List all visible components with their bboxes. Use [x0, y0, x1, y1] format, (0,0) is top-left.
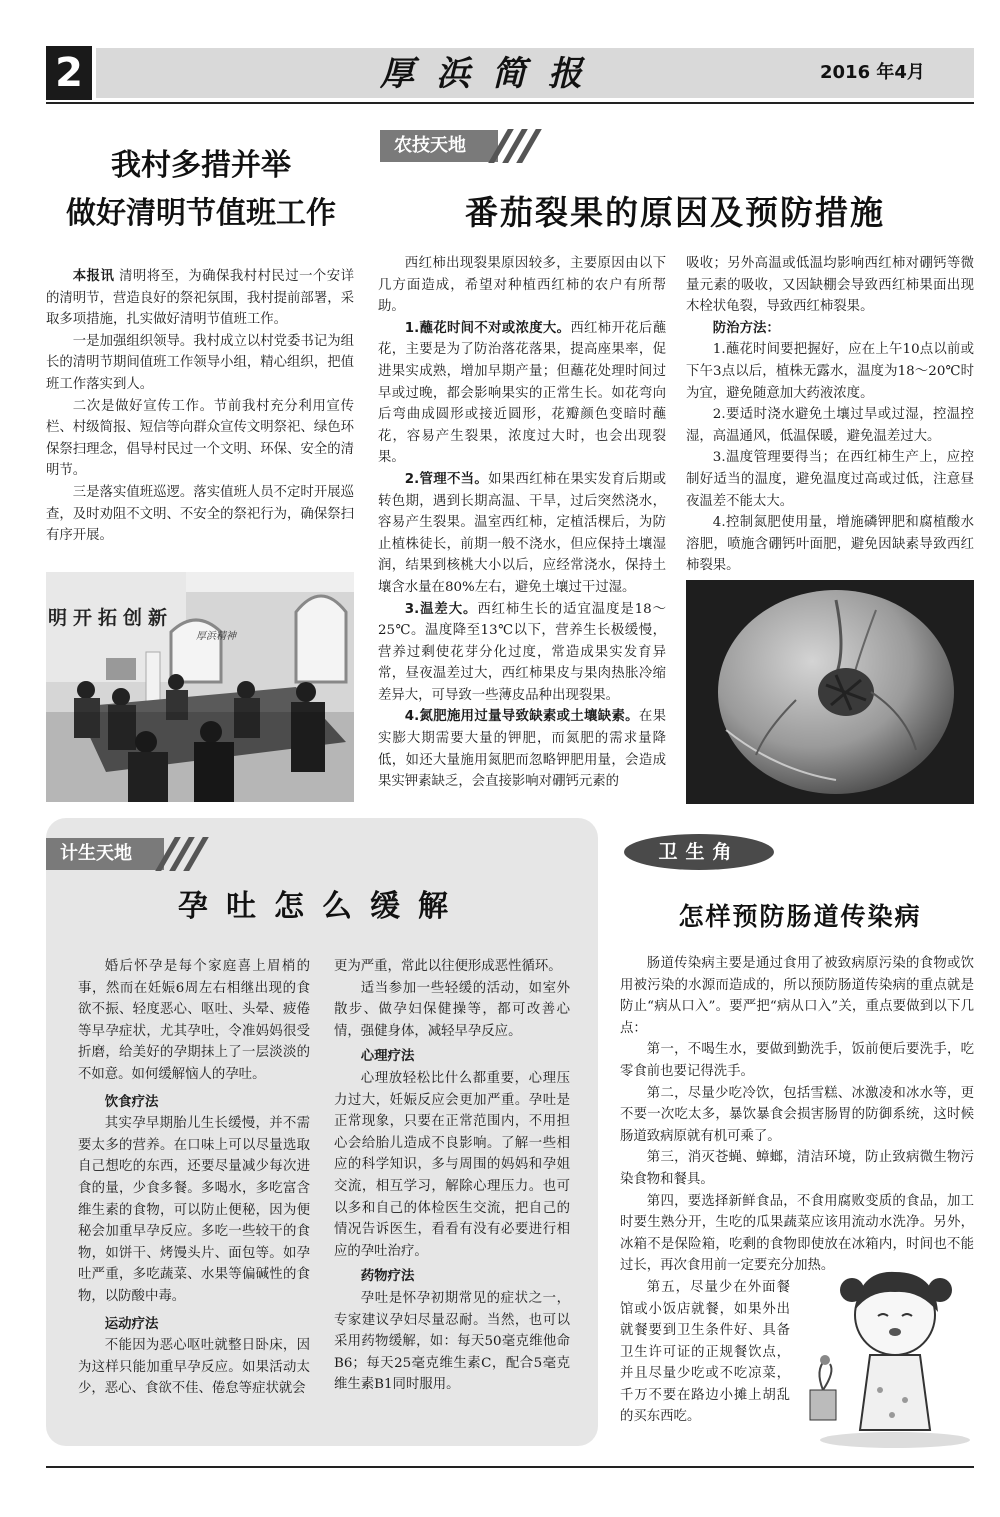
method-item: 3.温度管理要得当；在西红柿生产上，应控制好适当的温度，避免温度过高或过低，注意昼夜温差不能太大。 — [686, 450, 974, 509]
weisheng-title: 怎样预防肠道传染病 — [678, 902, 922, 931]
issue-date: 2016 年4月 — [820, 62, 925, 83]
lead-label: 本报讯 — [72, 269, 115, 284]
girl-image — [800, 1260, 980, 1450]
method-item: 2.要适时浇水避免土壤过旱或过湿，控温控湿，高温通风，低温保暖，避免温差过大。 — [686, 407, 974, 444]
left-paragraph: 一是加强组织领导。我村成立以村党委书记为组长的清明节期间值班工作领导小组，精心组织，把值班工作落实到人。 — [46, 333, 354, 392]
weisheng-paragraph: 第五，尽量少在外面餐馆或小饭店就餐，如果外出就餐要到卫生条件好、具备卫生许可证的正规餐饮点，并且尽量少吃或不吃凉菜，千万不要在路边小摊上胡乱的买东西吃。 — [620, 1279, 790, 1425]
method-heading: 防治方法： — [712, 320, 780, 336]
item-text: 在果实膨大期需要大量的钾肥，而氮肥的需求量降低，如还大量施用氮肥而忽略钾肥用量，会造成果实钾素缺乏，会直接影响对硼钙元素的 — [378, 709, 667, 790]
section-tag-weisheng: 卫生角 — [658, 841, 740, 863]
item-lead: 3.温差大。 — [404, 601, 478, 617]
meeting-photo — [46, 572, 354, 802]
header-rule — [46, 102, 974, 104]
paragraph-text: 清明将至，为确保我村村民过一个安详的清明节，营造良好的祭祀氛围，我村提前部署，采取多项措施，扎实做好清明节值班工作。 — [46, 269, 355, 328]
girl-illustration — [800, 1260, 980, 1450]
masthead: 厚浜简报 — [380, 54, 604, 94]
item-lead: 2.管理不当。 — [404, 471, 489, 487]
item-lead: 1.蘸花时间不对或浓度大。 — [404, 320, 571, 336]
jisheng-subhead: 运动疗法 — [104, 1316, 159, 1332]
item-text: 西红柿生长的适宜温度是18～25℃。温度降至13℃以下，营养生长极缓慢，营养过剩使花芽分化过度，常造成果实发育异常，昼夜温差过大，西红柿果皮与果肉热胀冷缩差异大，可导致一些薄皮品种出现裂果。 — [378, 601, 666, 703]
jisheng-subhead: 心理疗法 — [360, 1049, 415, 1065]
jisheng-subhead: 饮食疗法 — [104, 1094, 159, 1110]
left-paragraph: 二次是做好宣传工作。节前我村充分利用宣传栏、村级简报、短信等向群众宣传文明祭祀、绿色环保祭扫理念，倡导村民过一个文明、环保、安全的清明节。 — [46, 398, 354, 479]
left-article-body — [46, 266, 354, 547]
weisheng-paragraph: 第三，消灭苍蝇、蟑螂，清洁环境，防止致病微生物污染食物和餐具。 — [620, 1150, 974, 1187]
item-text: 如果西红柿在果实发育后期或转色期，遇到长期高温、干旱，过后突然浇水，容易产生裂果。温室西红柿，定植活棵后，为防止植株徒长，前期一般不浇水，但应保持土壤湿润，结果到核桃大小以后，应经常浇水，保持土壤含水量在80%左右，避免土壤过干过湿。 — [378, 471, 666, 595]
weisheng-paragraph: 肠道传染病主要是通过食用了被致病原污染的食物或饮用被污染的水源而造成的，所以预防肠道传染病的重点就是防止“病从口入”。要严把“病从口入”关，重点要做到以下几点： — [620, 956, 974, 1036]
jisheng-paragraph: 适当参加一些轻缓的活动，如室外散步、做孕妇保健操等，都可改善心情，强健身体，减轻早孕反应。 — [334, 980, 570, 1039]
weisheng-paragraph: 第四，要选择新鲜食品，不食用腐败变质的食品，加工时要生熟分开，生吃的瓜果蔬菜应该用流动水洗净。另外，冰箱不是保险箱，吃剩的食物即使放在冰箱内，时间也不能过长，再次食用前一定要充分加热。 — [620, 1193, 974, 1274]
jisheng-paragraph: 更为严重，常此以往便形成恶性循环。 — [334, 959, 562, 974]
nongji-col2 — [686, 253, 974, 577]
jisheng-col2 — [334, 956, 570, 1396]
jisheng-paragraph: 不能因为恶心呕吐就整日卧床，因为这样只能加重早孕反应。如果活动太少，恶心、食欲不佳、倦怠等症状就会 — [78, 1338, 310, 1397]
jisheng-paragraph: 孕吐是怀孕初期常见的症状之一，专家建议孕妇尽量忍耐。当然，也可以采用药物缓解，如：每天50毫克维他命B6；每天25毫克维生素C，配合5毫克维生素B1同时服用。 — [334, 1290, 570, 1393]
nongji-intro: 西红柿出现裂果原因较多，主要原因由以下几方面造成，希望对种植西红柿的农户有所帮助。 — [378, 256, 666, 315]
tomato-image — [686, 580, 974, 804]
photo-banner-small: 厚浜精神 — [196, 631, 236, 642]
nongji-item — [378, 706, 666, 792]
tomato-photo — [686, 580, 974, 804]
jisheng-paragraph: 其实孕早期胎儿生长缓慢，并不需要太多的营养。在口味上可以尽量选取自己想吃的东西，还要尽量减少每次进食的量，少食多餐。多喝水，多吃富含维生素的食物，可以防止便秘，因为便秘会加重早孕反应。多吃一些较干的食物，如饼干、烤馒头片、面包等。如孕吐严重，多吃蔬菜、水果等偏碱性的食物，以防酸中毒。 — [78, 1116, 310, 1304]
weisheng-paragraph: 第二，尽量少吃冷饮，包括雪糕、冰激凌和冰水等，更不要一次吃太多，暴饮暴食会损害肠胃的防御系统，这时候肠道致病原就有机可乘了。 — [620, 1085, 974, 1144]
nongji-item — [378, 469, 666, 599]
left-paragraph — [46, 266, 354, 331]
nongji-col1 — [378, 253, 666, 793]
nongji-title: 番茄裂果的原因及预防措施 — [465, 193, 885, 232]
left-title-line1: 我村多措并举 — [111, 148, 291, 183]
left-title-line2: 做好清明节值班工作 — [66, 196, 336, 231]
footer-rule — [46, 1466, 974, 1468]
nongji-cont: 吸收；另外高温或低温均影响西红柿对硼钙等微量元素的吸收，又因缺棚会导致西红柿果面出现木栓状龟裂，导致西红柿裂果。 — [686, 256, 974, 315]
jisheng-title: 孕吐怎么缓解 — [178, 889, 466, 924]
nongji-item — [378, 599, 666, 707]
page-number: 2 — [55, 50, 83, 96]
method-item: 1.蘸花时间要把握好，应在上午10点以前或下午3点以后，植株无露水，温度为18～20℃时为宜，避免随意加大药液浓度。 — [686, 342, 974, 401]
nongji-item — [378, 318, 666, 469]
weisheng-paragraph: 第一，不喝生水，要做到勤洗手，饭前便后要洗手，吃零食前也要记得洗手。 — [620, 1042, 974, 1079]
section-tag-nongji: 农技天地 — [380, 130, 498, 162]
item-text: 西红柿开花后蘸花，主要是为了防治落花落果，提高座果率，促进果实成熟，增加早期产量；但蘸花处理时间过早或过晚，都会影响果实的正常生长。如花弯向后弯曲成圆形或接近圆形，花瓣颜色变暗时蘸花，容易产生裂果，浓度过大时，也会出现裂果。 — [378, 320, 666, 466]
item-lead: 4.氮肥施用过量导致缺素或土壤缺素。 — [404, 709, 639, 725]
jisheng-paragraph: 心理放轻松比什么都重要，心理压力过大，妊娠反应会更加严重。孕吐是正常现象，只要在正常范围内，不用担心会给胎儿造成不良影响。了解一些相应的科学知识，多与周围的妈妈和孕姐交流，相互学习，解除心理压力。也可以多和自己的体检医生交流，把自己的情况告诉医生，看看有没有必要进行相应的孕吐治疗。 — [334, 1070, 570, 1259]
left-paragraph: 三是落实值班巡逻。落实值班人员不定时开展巡查，及时劝阻不文明、不安全的祭祀行为，确保祭扫有序开展。 — [46, 484, 354, 544]
jisheng-col1 — [78, 956, 310, 1400]
jisheng-paragraph: 婚后怀孕是每个家庭喜上眉梢的事，然而在妊娠6周左右相继出现的食欲不振、轻度恶心、呕吐、头晕、疲倦等早孕症状，尤其孕吐，令准妈妈很受折磨，给美好的孕期抹上了一层淡淡的不如意。如何缓解恼人的孕吐。 — [78, 959, 310, 1082]
method-item: 4.控制氮肥使用量，增施磷钾肥和腐植酸水溶肥，喷施含硼钙叶面肥，避免因缺素导致西红柿裂果。 — [686, 515, 974, 574]
section-tag-jisheng: 计生天地 — [46, 838, 164, 870]
photo-banner-text: 明开拓创新 — [48, 607, 174, 629]
jisheng-subhead: 药物疗法 — [360, 1269, 415, 1285]
